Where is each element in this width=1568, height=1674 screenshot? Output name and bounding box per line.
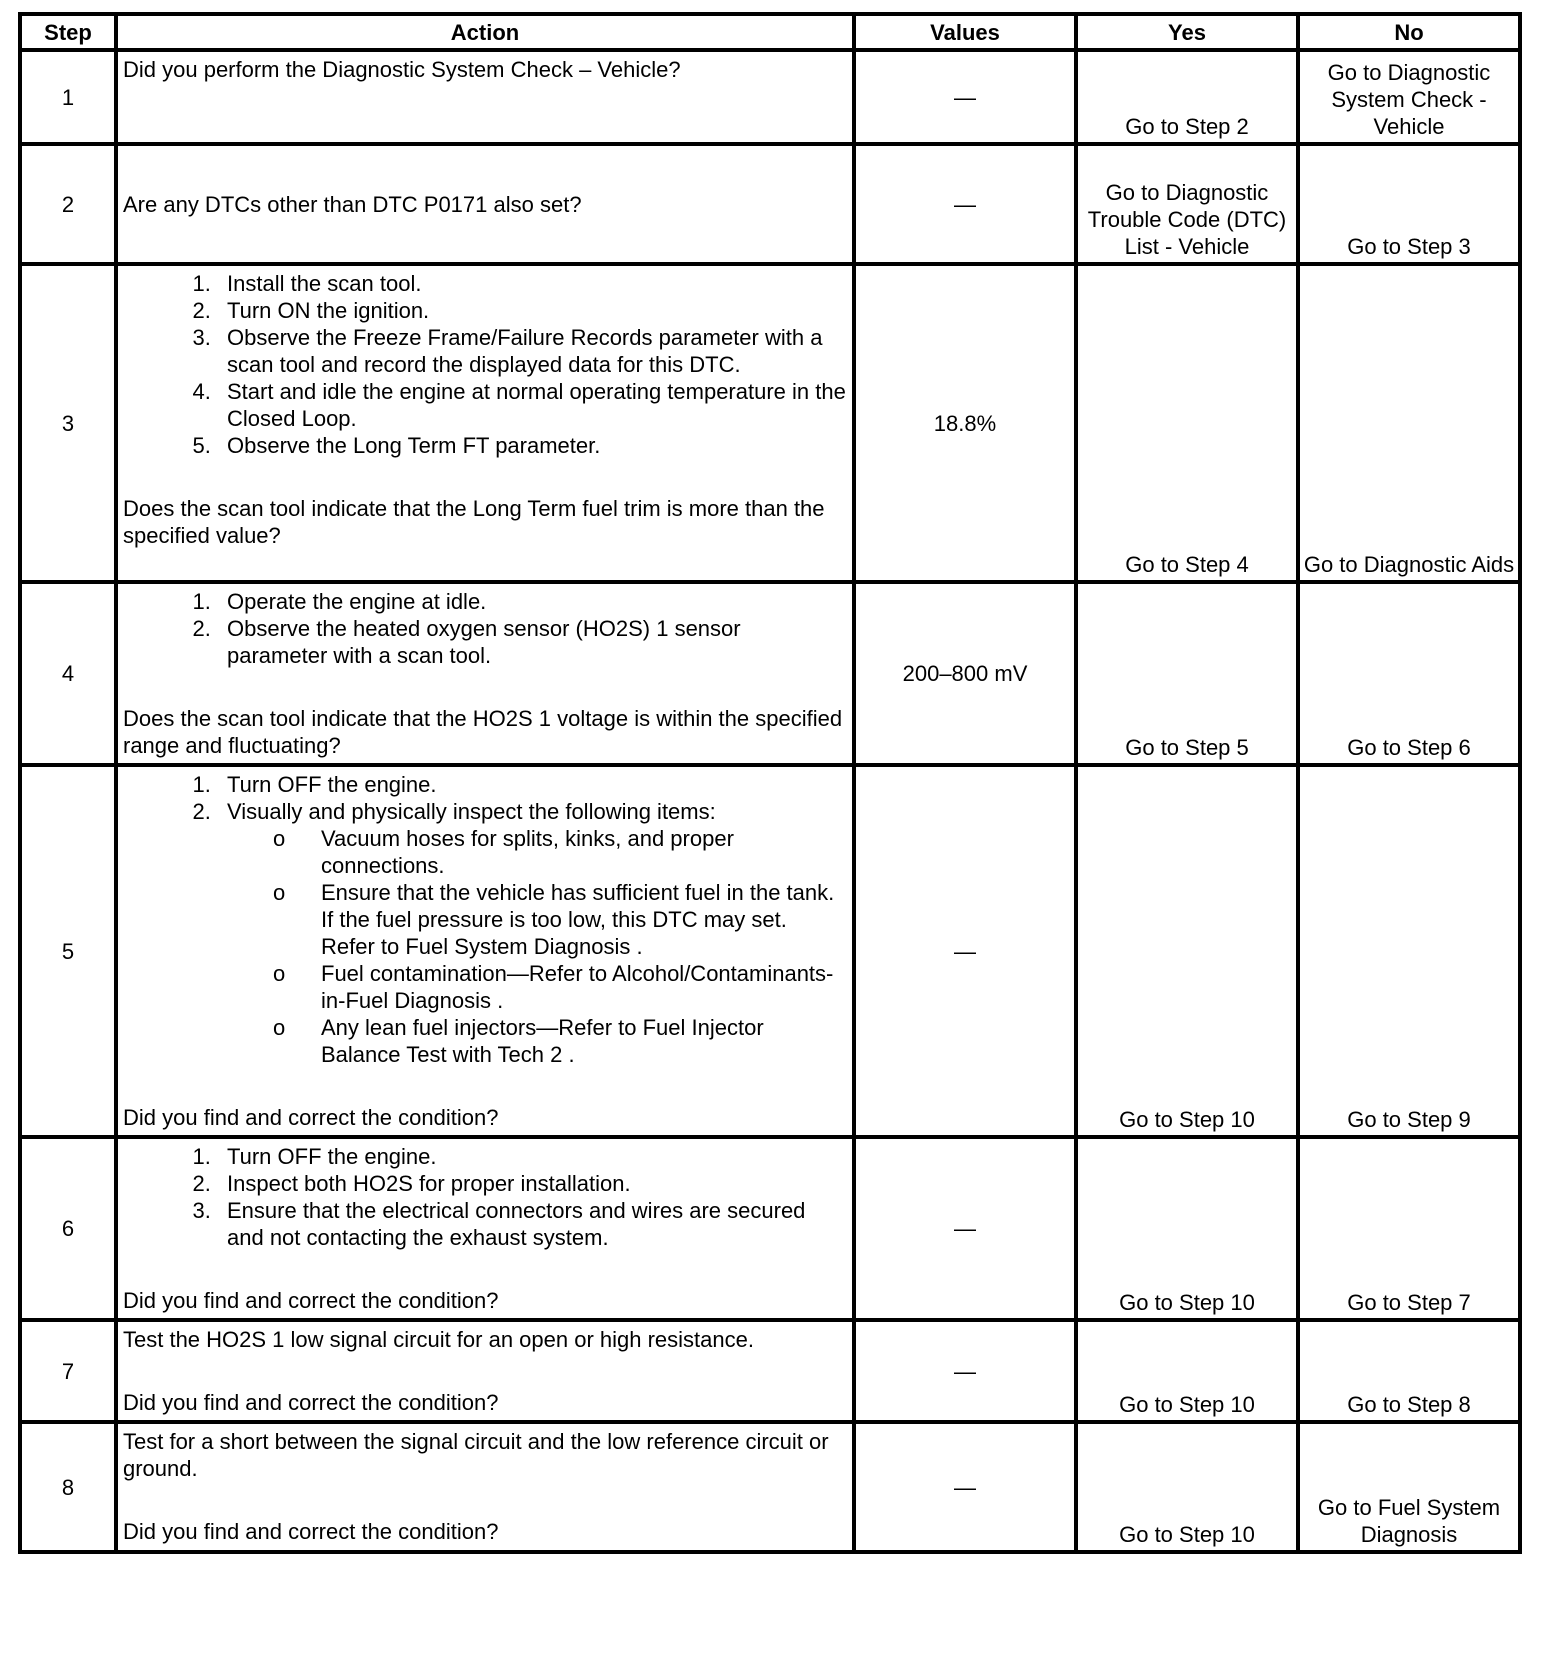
yes-cell: Go to Step 10 [1076,1320,1298,1422]
no-cell: Go to Step 3 [1298,144,1520,264]
procedure-list [123,588,846,669]
diagnostic-table [18,12,1522,1554]
procedure-item: 2. Observe the heated oxygen sensor (HO2S) 1 sensor parameter with a scan tool. [217,615,846,669]
action-question: Does the scan tool indicate that the HO2S 1 voltage is within the specified range and fluctuating? [123,706,843,758]
step-number: 8 [20,1422,116,1552]
action-question: Does the scan tool indicate that the Long Term fuel trim is more than the specified value? [123,496,825,548]
yes-cell: Go to Step 10 [1076,1137,1298,1320]
header-values: Values [854,14,1076,50]
table-row [20,765,1520,1137]
header-row [20,14,1520,50]
table-row [20,582,1520,765]
yes-cell: Go to Step 5 [1076,582,1298,765]
table-row [20,264,1520,582]
step-number: 2 [20,144,116,264]
action-text: Test for a short between the signal circuit and the low reference circuit or ground. [123,1429,829,1481]
table-row [20,144,1520,264]
sublist-item: o Any lean fuel injectors—Refer to Fuel Injector Balance Test with Tech 2 . [319,1014,846,1068]
no-cell: Go to Step 7 [1298,1137,1520,1320]
procedure-item-text: Visually and physically inspect the following items: [227,799,716,824]
action-cell [116,765,854,1137]
yes-cell: Go to Step 10 [1076,1422,1298,1552]
procedure-item: 1. Turn OFF the engine. [217,771,846,798]
procedure-list [123,771,846,1068]
step-number: 3 [20,264,116,582]
value-cell: 200–800 mV [854,582,1076,765]
action-question: Did you find and correct the condition? [123,1105,499,1130]
step-number: 5 [20,765,116,1137]
action-cell [116,50,854,144]
yes-cell: Go to Step 2 [1076,50,1298,144]
header-step: Step [20,14,116,50]
action-cell [116,1137,854,1320]
procedure-item: 4. Start and idle the engine at normal operating temperature in the Closed Loop. [217,378,846,432]
step-number: 7 [20,1320,116,1422]
procedure-item: 2. Inspect both HO2S for proper installation. [217,1170,846,1197]
procedure-item: 1. Install the scan tool. [217,270,846,297]
action-question: Did you find and correct the condition? [123,1390,499,1415]
procedure-item: 5. Observe the Long Term FT parameter. [217,432,846,459]
value-cell: — [854,144,1076,264]
yes-cell: Go to Step 10 [1076,765,1298,1137]
table-row [20,1320,1520,1422]
procedure-item: 1. Operate the engine at idle. [217,588,846,615]
header-action: Action [116,14,854,50]
procedure-item: 2. Turn ON the ignition. [217,297,846,324]
procedure-list [123,270,846,459]
no-cell: Go to Step 9 [1298,765,1520,1137]
value-cell: 18.8% [854,264,1076,582]
action-question: Did you perform the Diagnostic System Check – Vehicle? [123,57,681,82]
action-question: Did you find and correct the condition? [123,1519,499,1544]
sublist-item: o Ensure that the vehicle has sufficient fuel in the tank. If the fuel pressure is too low, this DTC may set. Refer to Fuel System Diagnosis . [319,879,846,960]
step-number: 4 [20,582,116,765]
action-text: Test the HO2S 1 low signal circuit for an open or high resistance. [123,1327,754,1352]
value-cell: — [854,1320,1076,1422]
procedure-item [217,798,846,1068]
inspection-sublist [227,825,846,1068]
action-cell [116,1422,854,1552]
no-cell: Go to Diagnostic Aids [1298,264,1520,582]
action-question: Did you find and correct the condition? [123,1288,499,1313]
action-cell [116,264,854,582]
procedure-item: 3. Observe the Freeze Frame/Failure Records parameter with a scan tool and record the displayed data for this DTC. [217,324,846,378]
table-row [20,50,1520,144]
table-row [20,1137,1520,1320]
no-cell: Go to Step 8 [1298,1320,1520,1422]
action-cell [116,582,854,765]
table-row [20,1422,1520,1552]
value-cell: — [854,50,1076,144]
header-yes: Yes [1076,14,1298,50]
procedure-item: 3. Ensure that the electrical connectors and wires are secured and not contacting the exhaust system. [217,1197,846,1251]
yes-cell: Go to Step 4 [1076,264,1298,582]
sublist-item: o Fuel contamination—Refer to Alcohol/Contaminants-in-Fuel Diagnosis . [319,960,846,1014]
value-cell: — [854,1422,1076,1552]
action-cell [116,144,854,264]
no-cell: Go to Fuel System Diagnosis [1298,1422,1520,1552]
value-cell: — [854,765,1076,1137]
no-cell: Go to Step 6 [1298,582,1520,765]
procedure-item: 1. Turn OFF the engine. [217,1143,846,1170]
step-number: 6 [20,1137,116,1320]
action-cell [116,1320,854,1422]
step-number: 1 [20,50,116,144]
yes-cell: Go to Diagnostic Trouble Code (DTC) List - Vehicle [1076,144,1298,264]
no-cell: Go to Diagnostic System Check - Vehicle [1298,50,1520,144]
value-cell: — [854,1137,1076,1320]
action-question: Are any DTCs other than DTC P0171 also set? [123,191,582,217]
procedure-list [123,1143,846,1251]
sublist-item: o Vacuum hoses for splits, kinks, and proper connections. [319,825,846,879]
header-no: No [1298,14,1520,50]
